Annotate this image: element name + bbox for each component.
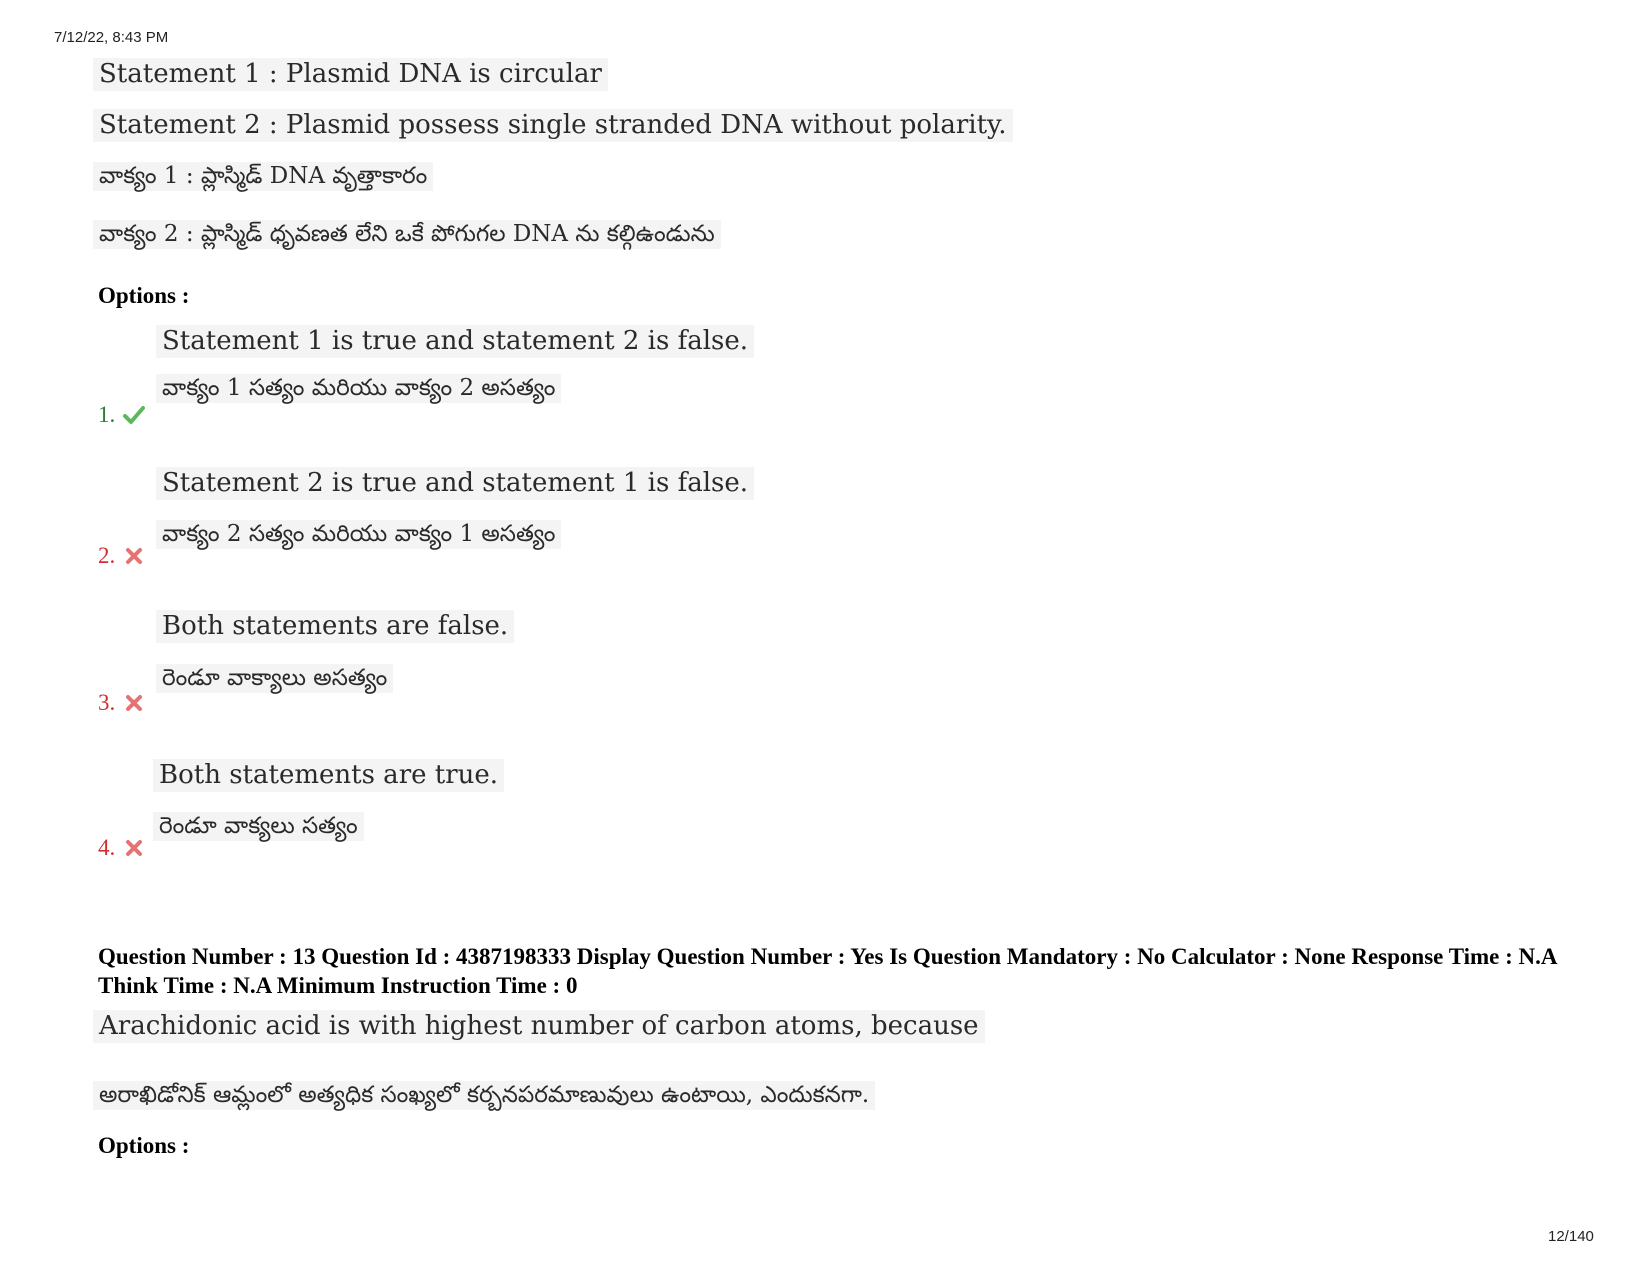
- option-1-marker: [98, 402, 145, 428]
- option-3-text-en: Both statements are false.: [156, 610, 514, 643]
- option-4-text-te: రెండూ వాక్యలు సత్యం: [153, 812, 364, 841]
- statement-2-en: Statement 2 : Plasmid possess single stranded DNA without polarity.: [93, 109, 1013, 142]
- option-3-marker: [98, 690, 145, 716]
- cross-icon: [123, 546, 145, 566]
- statement-1-te: వాక్యం 1 : ప్లాస్మిడ్ DNA వృత్తాకారం: [93, 162, 433, 191]
- question-13-meta: Question Number : 13 Question Id : 4387198333 Display Question Number : Yes Is Question Mandatory : No Calculator : None Response Time : N.A Think Time : N.A Minimum Instruction Time : 0: [98, 944, 1557, 998]
- option-4-marker: [98, 835, 145, 861]
- option-2-number: 2.: [98, 543, 116, 568]
- cross-icon: [123, 838, 145, 858]
- statement-1-en: Statement 1 : Plasmid DNA is circular: [93, 58, 608, 91]
- option-3-text-te: రెండూ వాక్యాలు అసత్యం: [156, 664, 393, 693]
- option-1-text-te: వాక్యం 1 సత్యం మరియు వాక్యం 2 అసత్యం: [156, 374, 561, 403]
- question-13-options-label: Options :: [98, 1133, 190, 1158]
- option-2-text-te: వాక్యం 2 సత్యం మరియు వాక్యం 1 అసత్యం: [156, 520, 561, 549]
- option-1-text-en: Statement 1 is true and statement 2 is false.: [156, 325, 754, 358]
- question-13-text-en: Arachidonic acid is with highest number of carbon atoms, because: [93, 1010, 985, 1043]
- print-timestamp: 7/12/22, 8:43 PM: [54, 29, 169, 46]
- check-icon: [123, 405, 145, 425]
- page-number: 12/140: [1548, 1228, 1594, 1245]
- option-3-number: 3.: [98, 690, 116, 715]
- options-label: Options :: [98, 283, 190, 308]
- cross-icon: [123, 693, 145, 713]
- statement-2-te: వాక్యం 2 : ప్లాస్మిడ్ ధృవణత లేని ఒకే పోగుగల DNA ను కల్గిఉండును: [93, 220, 721, 249]
- option-4-number: 4.: [98, 835, 116, 860]
- option-2-text-en: Statement 2 is true and statement 1 is false.: [156, 467, 754, 500]
- option-2-marker: [98, 543, 145, 569]
- question-13-text-te: అరాఖిడోనిక్ ఆమ్లంలో అత్యధిక సంఖ్యలో కర్బనపరమాణువులు ఉంటాయి, ఎందుకనగా.: [93, 1081, 875, 1110]
- option-4-text-en: Both statements are true.: [153, 759, 504, 792]
- option-1-number: 1.: [98, 402, 116, 427]
